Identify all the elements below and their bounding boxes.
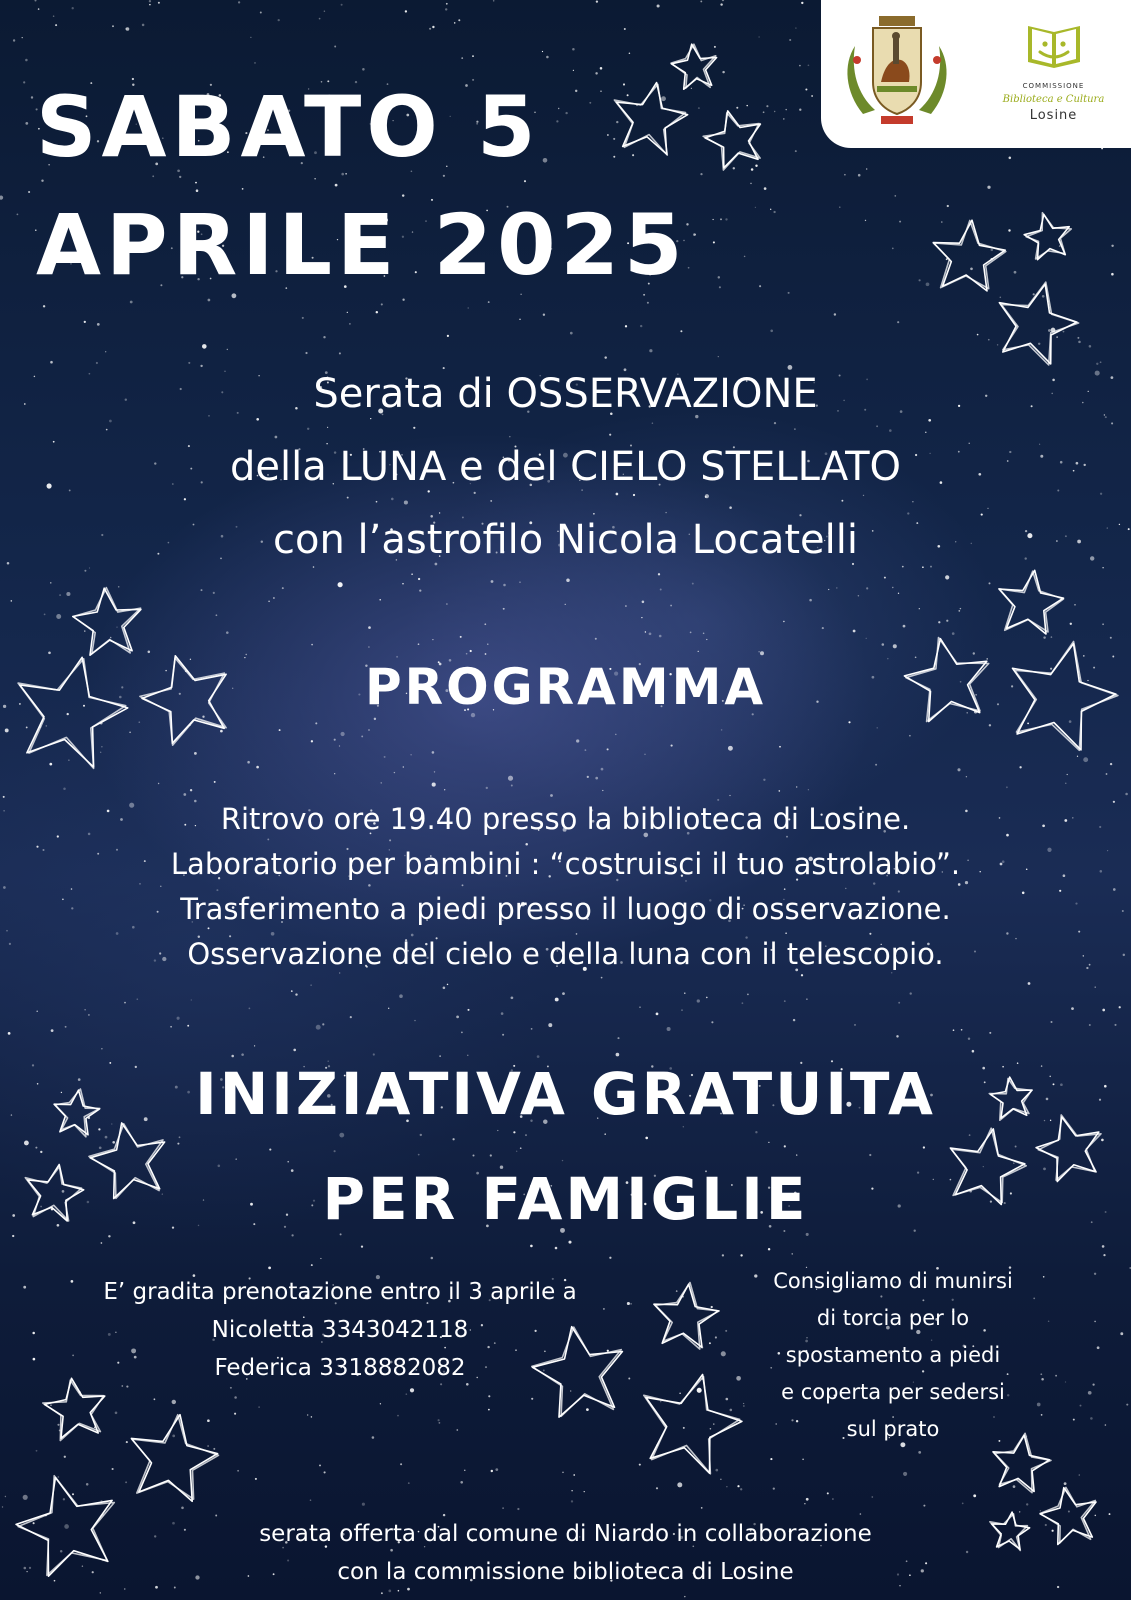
commission-label: COMMISSIONE: [1022, 82, 1085, 90]
advice-line: spostamento a piedi: [785, 1343, 1001, 1367]
booking-contact: Nicoletta 3343042118: [211, 1317, 469, 1343]
outline-star-icon: [131, 1415, 218, 1502]
free-event-title: INIZIATIVA GRATUITA: [195, 1060, 936, 1128]
advice-line: e coperta per sedersi: [781, 1380, 1005, 1404]
advice-line: sul prato: [846, 1417, 940, 1441]
footer-line: serata offerta dal comune di Niardo in collaborazione: [259, 1521, 872, 1547]
outline-star-icon: [644, 1375, 742, 1474]
booking-contact: Federica 3318882082: [214, 1355, 466, 1381]
free-event-audience: PER FAMIGLIE: [322, 1165, 809, 1233]
outline-star-icon: [703, 111, 760, 170]
commission-logo: [986, 12, 1121, 138]
outline-star-icon: [999, 282, 1078, 365]
advice-line: di torcia per lo: [816, 1306, 970, 1330]
commission-place: Losine: [1029, 108, 1078, 123]
subtitle-line: della LUNA e del CIELO STELLATO: [230, 444, 901, 490]
outline-star-icon: [654, 1283, 719, 1350]
outline-star-icon: [999, 570, 1064, 634]
event-date-day: SABATO 5: [36, 78, 541, 176]
subtitle-line: Serata di OSSERVAZIONE: [313, 371, 818, 417]
booking-info: [40, 1273, 640, 1387]
coat-of-arms-icon: [835, 12, 959, 130]
program-title: PROGRAMMA: [364, 658, 767, 716]
open-book-smile-icon: [1024, 18, 1084, 70]
commission-name: Biblioteca e Cultura: [1002, 94, 1105, 105]
subtitle-line: con l’astrofilo Nicola Locatelli: [273, 517, 858, 563]
logo-panel: [821, 0, 1131, 148]
advice-note: [743, 1263, 1043, 1448]
outline-star-icon: [73, 588, 141, 656]
program-item: Laboratorio per bambini : “costruisci il tuo astrolabio”.: [170, 847, 961, 881]
booking-intro: E’ gradita prenotazione entro il 3 aprile a: [103, 1279, 577, 1305]
program-item: Osservazione del cielo e della luna con il telescopio.: [187, 937, 944, 971]
footer-line: con la commissione biblioteca di Losine: [337, 1559, 794, 1585]
program-item: Ritrovo ore 19.40 presso la biblioteca di Losine.: [220, 802, 911, 836]
outline-star-icon: [1024, 213, 1071, 260]
sponsor-footer: [0, 1515, 1131, 1591]
event-subtitle: [0, 358, 1131, 577]
outline-star-icon: [614, 83, 687, 156]
outline-star-icon: [671, 44, 717, 89]
program-list: [0, 797, 1131, 977]
event-date-month-year: APRILE 2025: [36, 196, 688, 294]
program-item: Trasferimento a piedi presso il luogo di osservazione.: [180, 892, 951, 926]
outline-star-icon: [933, 220, 1006, 291]
outline-star-icon: [43, 1378, 105, 1440]
advice-line: Consigliamo di munirsi: [773, 1269, 1013, 1293]
